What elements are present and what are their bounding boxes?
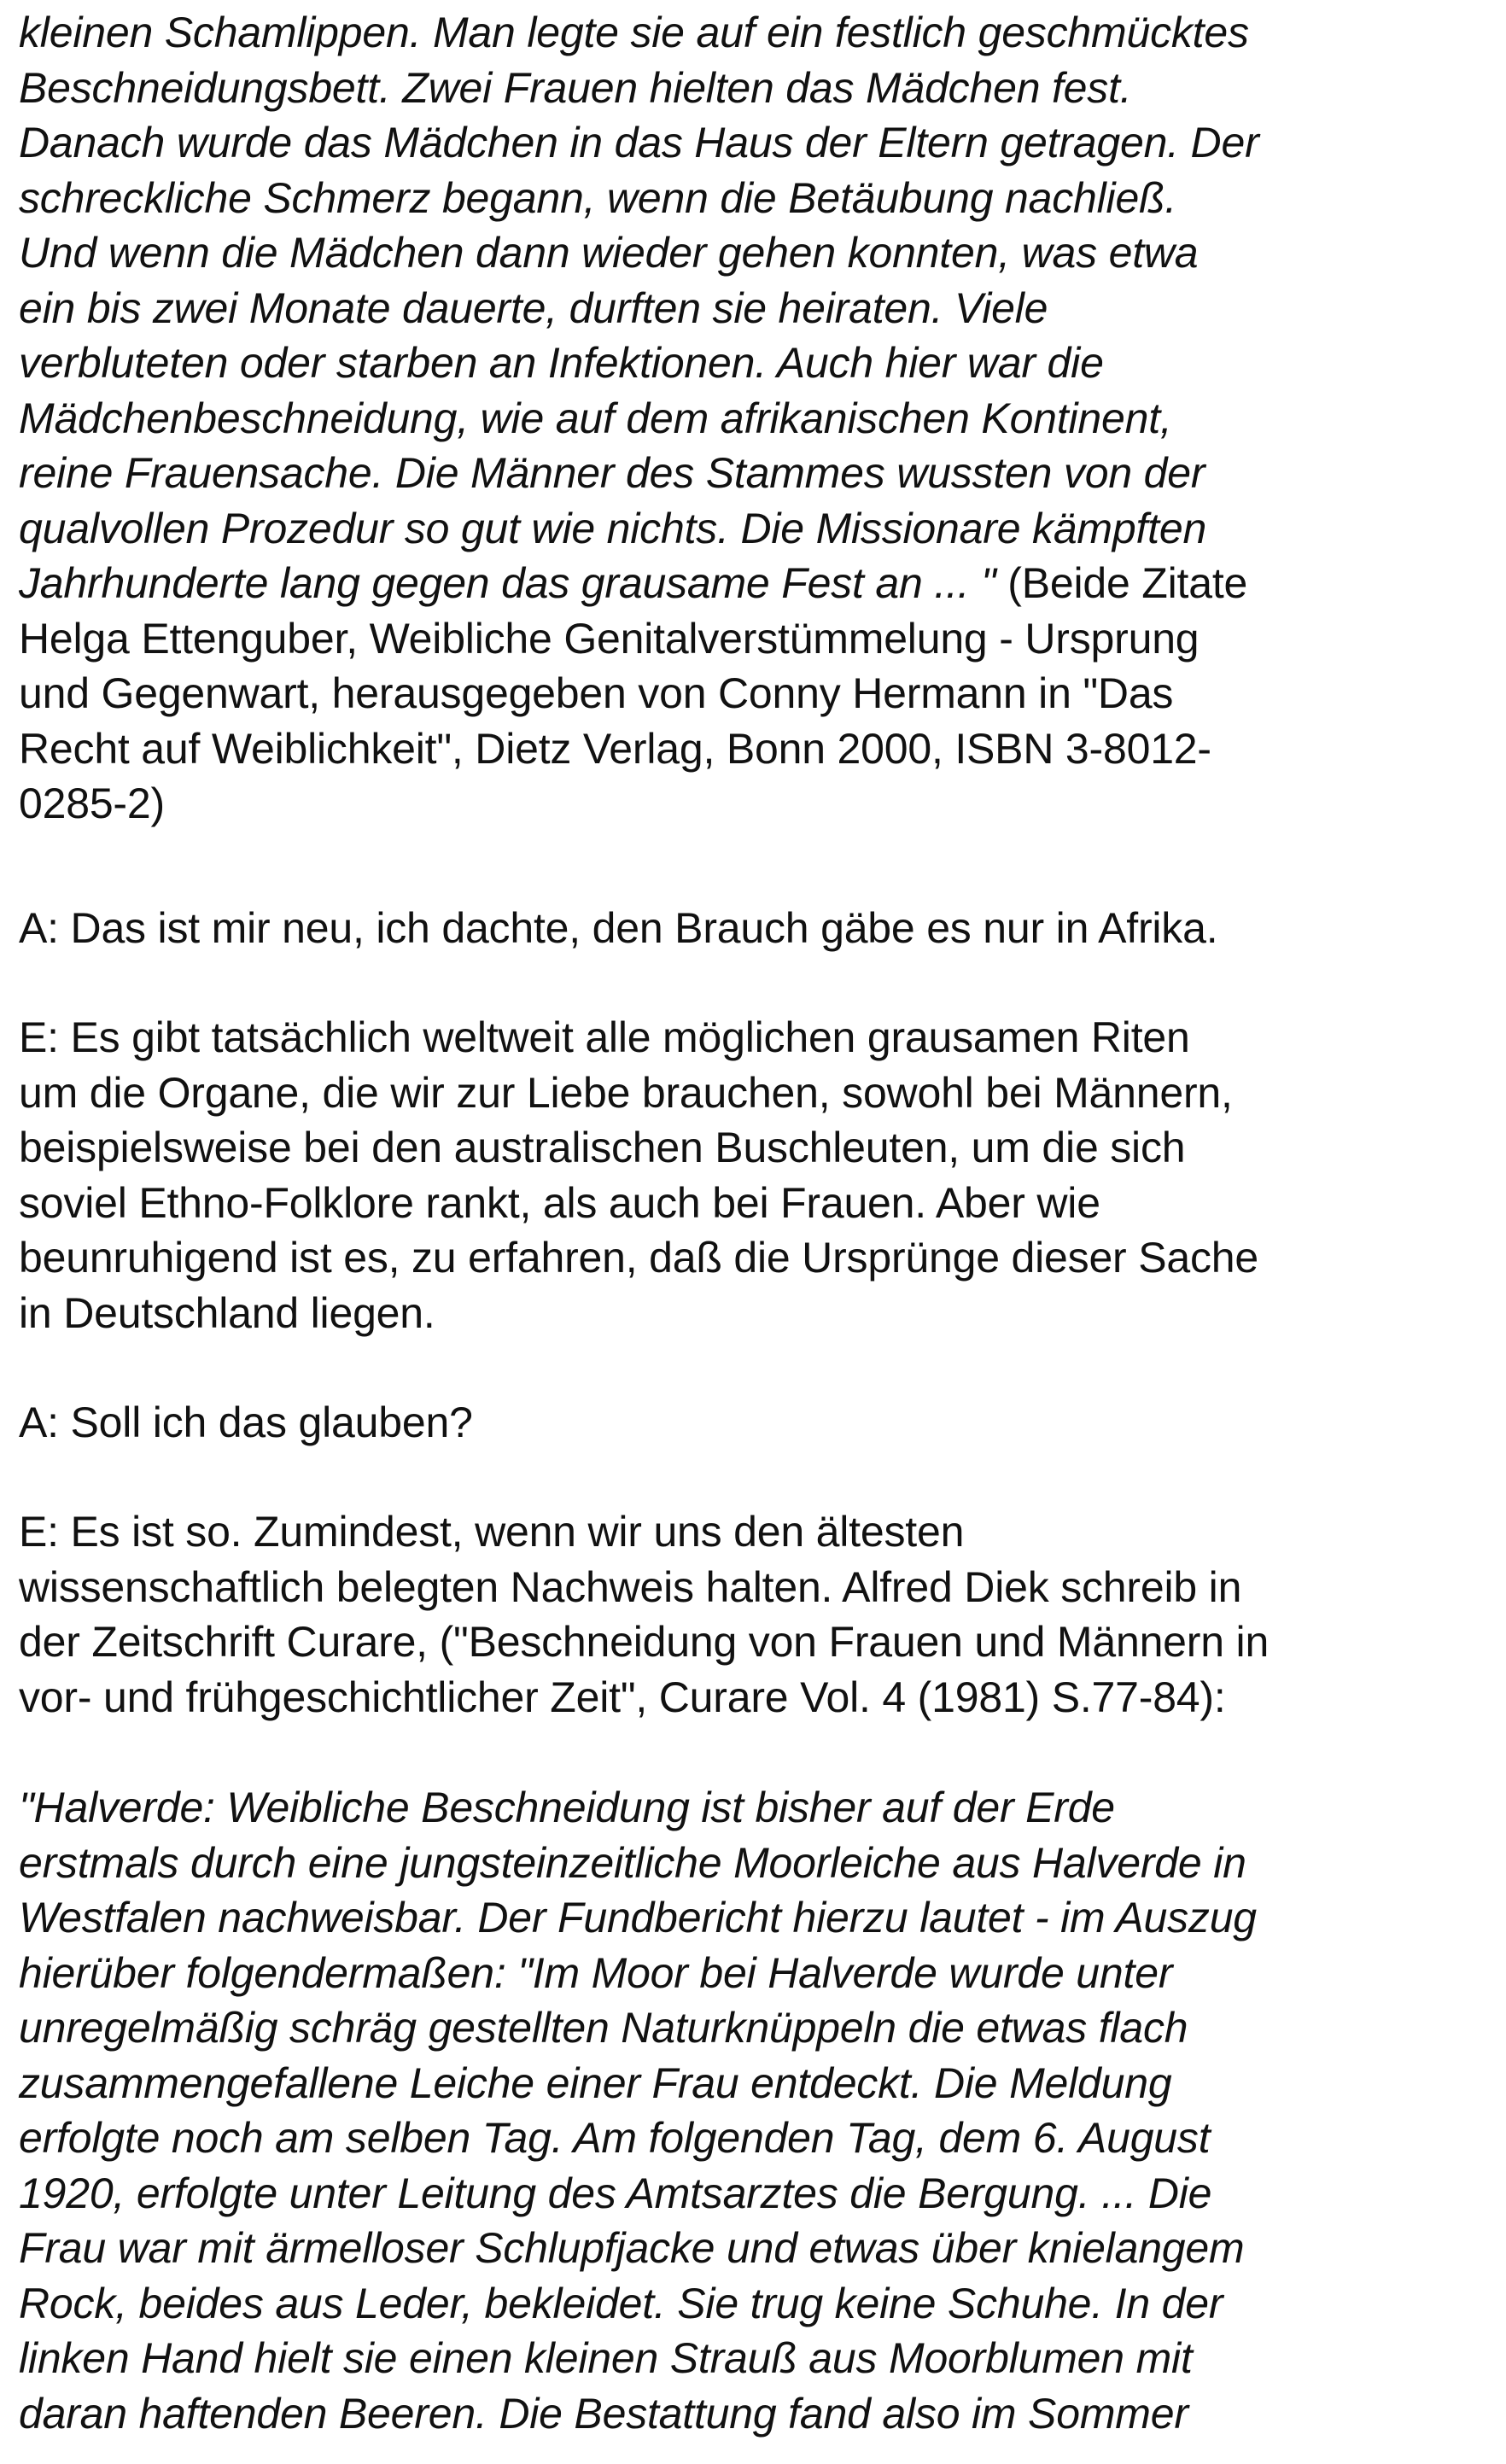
text-line: Westfalen nachweisbar. Der Fundbericht hierzu lautet - im Auszug — [19, 1894, 1257, 1941]
text-line: Beschneidungsbett. Zwei Frauen hielten das Mädchen fest. — [19, 63, 1132, 112]
text-line: soviel Ethno-Folklore rankt, als auch bei Frauen. Aber wie — [19, 1178, 1100, 1227]
text-line: E: Es gibt tatsächlich weltweit alle möglichen grausamen Riten — [19, 1013, 1190, 1061]
text-line: erfolgte noch am selben Tag. Am folgenden Tag, dem 6. August — [19, 2114, 1211, 2162]
text-line: Und wenn die Mädchen dann wieder gehen konnten, was etwa — [19, 229, 1199, 277]
text-line: qualvollen Prozedur so gut wie nichts. Die Missionare kämpften — [19, 504, 1207, 552]
text-line: unregelmäßig schräg gestellten Naturknüppeln die etwas flach — [19, 2004, 1188, 2052]
text-line: vor- und frühgeschichtlicher Zeit", Curare Vol. 4 (1981) S.77-84): — [19, 1673, 1226, 1721]
dialogue-a-paragraph-2 — [19, 1395, 1496, 1451]
text-line: um die Organe, die wir zur Liebe brauchen, sowohl bei Männern, — [19, 1068, 1233, 1117]
text-line: verbluteten oder starben an Infektionen. Auch hier war die — [19, 339, 1104, 387]
text-line: Mädchenbeschneidung, wie auf dem afrikanischen Kontinent, — [19, 394, 1172, 442]
text-line: kleinen Schamlippen. Man legte sie auf ein festlich geschmücktes — [19, 9, 1249, 56]
text-line: hierüber folgendermaßen: "Im Moor bei Halverde wurde unter — [19, 1948, 1173, 1997]
text-line: beunruhigend ist es, zu erfahren, daß die Ursprünge dieser Sache — [19, 1234, 1258, 1282]
text-line: zusammengefallene Leiche einer Frau entdeckt. Die Meldung — [19, 2058, 1172, 2107]
text-line: linken Hand hielt sie einen kleinen Strauß aus Moorblumen mit — [19, 2334, 1193, 2382]
citation-line: 0285-2) — [19, 779, 165, 827]
text-line: in Deutschland liegen. — [19, 1288, 435, 1337]
text-line: reine Frauensache. Die Männer des Stammes wussten von der — [19, 449, 1205, 497]
citation-line: und Gegenwart, herausgegeben von Conny Hermann in "Das — [19, 669, 1174, 717]
citation-start-text: (Beide Zitate — [995, 559, 1248, 607]
text-line: beispielsweise bei den australischen Buschleuten, um die sich — [19, 1124, 1186, 1171]
quote-halverde-paragraph — [19, 1780, 1496, 2441]
text-line: 1920, erfolgte unter Leitung des Amtsarztes die Bergung. ... Die — [19, 2169, 1212, 2217]
text-line: "Halverde: Weibliche Beschneidung ist bisher auf der Erde — [19, 1784, 1115, 1831]
text-line: erstmals durch eine jungsteinzeitliche Moorleiche aus Halverde in — [19, 1838, 1246, 1887]
text-line: ein bis zwei Monate dauerte, durften sie heiraten. Viele — [19, 283, 1048, 332]
text-line: Rock, beides aus Leder, bekleidet. Sie trug keine Schuhe. In der — [19, 2279, 1223, 2327]
text-line: E: Es ist so. Zumindest, wenn wir uns den ältesten — [19, 1508, 965, 1556]
text-line: daran haftenden Beeren. Die Bestattung fand also im Sommer — [19, 2389, 1188, 2438]
dialogue-a-paragraph-1 — [19, 901, 1496, 956]
citation-line: Recht auf Weiblichkeit", Dietz Verlag, Bonn 2000, ISBN 3-8012- — [19, 724, 1211, 773]
quote-end-text: Jahrhunderte lang gegen das grausame Fest an ... " — [19, 559, 996, 607]
citation-line: Helga Ettenguber, Weibliche Genitalverstümmelung - Ursprung — [19, 614, 1200, 663]
text-line: A: Soll ich das glauben? — [19, 1398, 473, 1446]
text-line: schreckliche Schmerz begann, wenn die Betäubung nachließ. — [19, 173, 1177, 222]
dialogue-e-paragraph-1 — [19, 1010, 1496, 1340]
quote-continued-paragraph — [19, 5, 1496, 832]
text-line: Danach wurde das Mädchen in das Haus der Eltern getragen. Der — [19, 119, 1259, 166]
dialogue-e-paragraph-2 — [19, 1504, 1496, 1725]
text-line: Frau war mit ärmelloser Schlupfjacke und etwas über knielangem — [19, 2224, 1245, 2272]
mixed-text-line — [19, 556, 1496, 611]
text-line: wissenschaftlich belegten Nachweis halten. Alfred Diek schreib in — [19, 1562, 1242, 1611]
text-line: A: Das ist mir neu, ich dachte, den Brauch gäbe es nur in Afrika. — [19, 904, 1218, 952]
text-line: der Zeitschrift Curare, ("Beschneidung von Frauen und Männern in — [19, 1618, 1270, 1666]
